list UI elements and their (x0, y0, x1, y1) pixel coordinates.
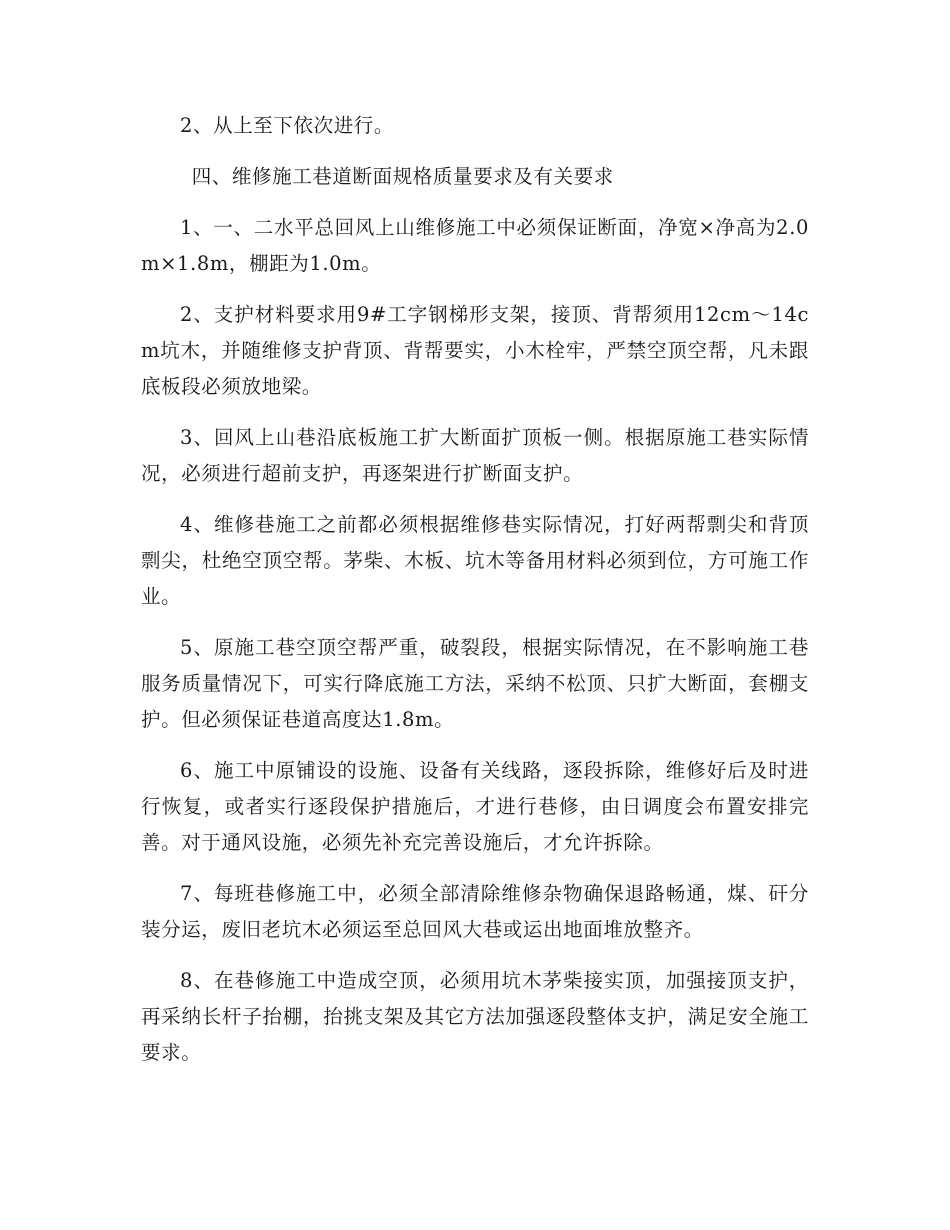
paragraph-requirement-5: 5、原施工巷空顶空帮严重，破裂段，根据实际情况，在不影响施工巷服务质量情况下，可实行降底施工方法，采纳不松顶、只扩大断面，套棚支护。但必须保证巷道高度达1.8m。 (141, 636, 809, 731)
paragraph-requirement-8: 8、在巷修施工中造成空顶，必须用坑木茅柴接实顶，加强接顶支护，再采纳长杆子抬棚，抬挑支架及其它方法加强逐段整体支护，满足安全施工要求。 (141, 969, 809, 1064)
paragraph-requirement-2: 2、支护材料要求用9#工字钢梯形支架，接顶、背帮须用12cm～14cm坑木，并随维修支护背顶、背帮要实，小木栓牢，严禁空顶空帮，凡未跟底板段必须放地梁。 (141, 303, 809, 398)
paragraph-requirement-6: 6、施工中原铺设的设施、设备有关线路，逐段拆除，维修好后及时进行恢复，或者实行逐段保护措施后，才进行巷修，由日调度会布置安排完善。对于通风设施，必须先补充完善设施后，才允许拆除。 (141, 759, 809, 854)
document-body (141, 108, 809, 1071)
paragraph-requirement-3: 3、回风上山巷沿底板施工扩大断面扩顶板一侧。根据原施工巷实际情况，必须进行超前支护，再逐架进行扩断面支护。 (141, 426, 809, 485)
section-heading-4: 四、维修施工巷道断面规格质量要求及有关要求 (191, 165, 614, 188)
paragraph-requirement-1: 1、一、二水平总回风上山维修施工中必须保证断面，净宽×净高为2.0m×1.8m，棚距为1.0m。 (141, 216, 809, 275)
paragraph-requirement-4: 4、维修巷施工之前都必须根据维修巷实际情况，打好两帮剽尖和背顶剽尖，杜绝空顶空帮。茅柴、木板、坑木等备用材料必须到位，方可施工作业。 (141, 513, 809, 608)
paragraph-requirement-7: 7、每班巷修施工中，必须全部清除维修杂物确保退路畅通，煤、矸分装分运，废旧老坑木必须运至总回风大巷或运出地面堆放整齐。 (141, 882, 809, 941)
paragraph-step-2: 2、从上至下依次进行。 (180, 114, 395, 137)
